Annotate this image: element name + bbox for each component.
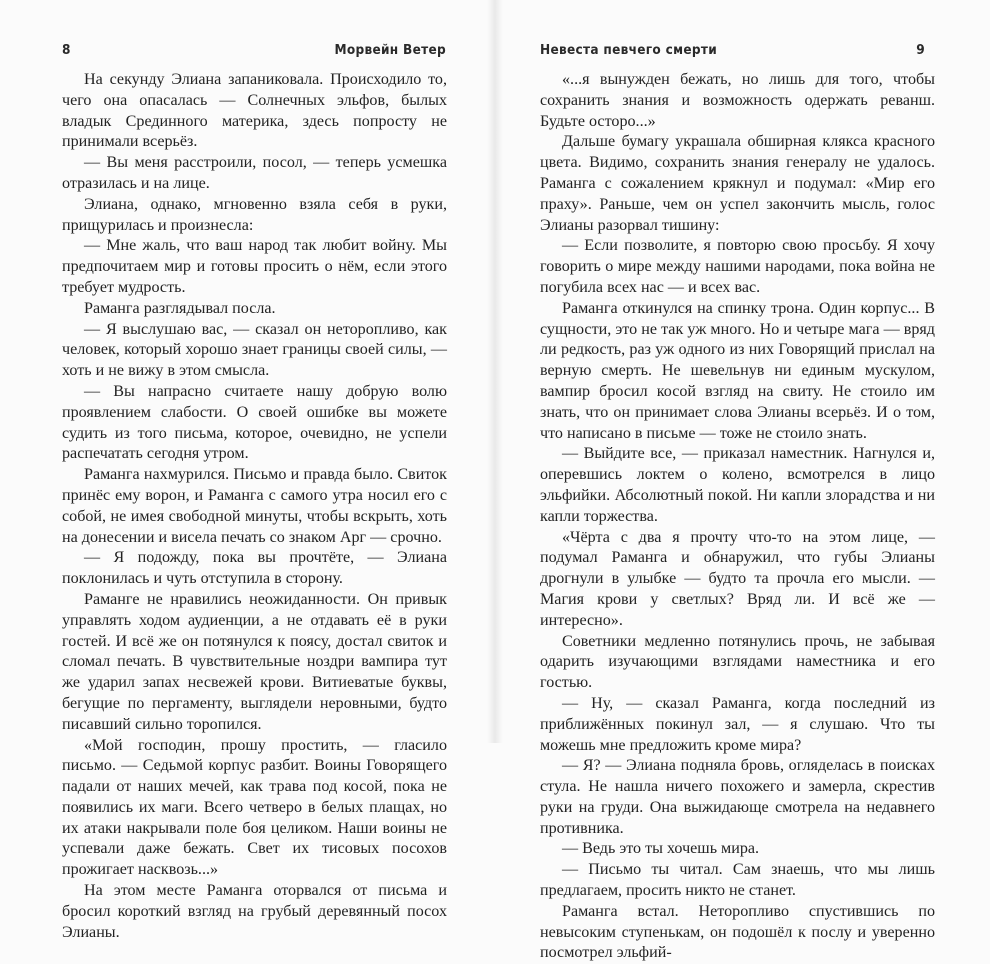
paragraph: — Ведь это ты хочешь мира. [562, 840, 760, 858]
page-number: 8 [62, 42, 71, 58]
body-text [62, 70, 447, 943]
paragraph: — Ну, — сказал Раманга, когда последний из приближённых покинул зал, — я слушаю. Что ты можешь мне предложить кроме мира? [540, 694, 935, 754]
paragraph: «Чёрта с два я прочту что-то на этом лице, — подумал Раманга и обнаружил, что губы Элианы дрогнули в улыбке — будто та прочла его мысли. — Магия крови у светлых? Вряд ли. И всё же — интересно». [540, 528, 935, 629]
paragraph: — Вы меня расстроили, посол, — теперь усмешка отразилась и на лице. [62, 154, 447, 192]
paragraph: Раманга нахмурился. Письмо и правда было. Свиток принёс ему ворон, и Раманга с самого утра носил его с собой, не имея свободной минуты, чтобы вскрыть, хоть на донесении и висела печать со знаком Арг — срочно. [62, 466, 447, 546]
paragraph: — Вы напрасно считаете нашу добрую волю проявлением слабости. О своей ошибке вы можете судить из того письма, которое, очевидно, не успели распечатать сегодня утром. [62, 382, 447, 463]
paragraph: На этом месте Раманга оторвался от письма и бросил короткий взгляд на грубый деревянный посох Элианы. [62, 882, 447, 941]
paragraph: — Я подожду, пока вы прочтёте, — Элиана поклонилась и чуть отступила в сторону. [62, 549, 447, 588]
paragraph: — Я? — Элиана подняла бровь, огляделась в поисках стула. Не нашла ничего похожего и замерла, скрестив руки на груди. Она выжидающе смотрела на недавнего противника. [540, 757, 935, 837]
paragraph: Раманге не нравились неожиданности. Он привык управлять ходом аудиенции, а не отдавать её в руки гостей. И всё же он потянулся к поясу, достал свиток и сломал печать. В чувствительные ноздри вампира тут же ударил запах несвежей крови. Витиеватые буквы, бегущие по пергаменту, выглядели неровными, будто писавший сильно торопился. [62, 590, 447, 733]
paragraph: «Мой господин, прошу простить, — гласило письмо. — Седьмой корпус разбит. Воины Говорящего падали от наших мечей, как трава под косой, пока не появились их маги. Всего четверо в белых плащах, но их атаки накрывали поле боя целиком. Наши воины не успевали даже бежать. Свет их тисовых посохов прожигает насквозь...» [62, 736, 447, 879]
left-page [0, 0, 495, 941]
body-text [540, 70, 935, 964]
paragraph: Дальше бумагу украшала обширная клякса красного цвета. Видимо, сохранить знания генералу не удалось. Раманга с сожалением крякнул и подумал: «Мир его праху». Раньше, чем он успел закончить мысль, голос Элианы разорвал тишину: [540, 133, 935, 234]
running-header-author: Морвейн Ветер [334, 42, 446, 58]
paragraph: Раманга откинулся на спинку трона. Один корпус... В сущности, это не так уж много. Но и четыре мага — вряд ли редкость, раз уж одного из них Говорящий прислал на верную смерть. Не шевельнув ни единым мускулом, вампир бросил косой взгляд на свиту. Не стоило им знать, что он принимает слова Элианы всерьёз. И о том, что написано в письме — тоже не стоило знать. [540, 299, 935, 442]
right-page [495, 0, 990, 962]
running-header-title: Невеста певчего смерти [540, 42, 718, 58]
paragraph: — Если позволите, я повторю свою просьбу. Я хочу говорить о мире между нашими народами, пока война не погубила всех нас — и всех вас. [540, 237, 935, 296]
paragraph: — Письмо ты читал. Сам знаешь, что мы лишь предлагаем, просить никто не станет. [540, 861, 935, 900]
paragraph: На секунду Элиана запаниковала. Происходило то, чего она опасалась — Солнечных эльфов, былых владык Срединного материка, здесь попросту не принимали всерьёз. [62, 71, 447, 151]
paragraph: «...я вынужден бежать, но лишь для того, чтобы сохранить знания и возможность одержать реванш. Будьте осторо...» [540, 71, 935, 130]
paragraph: Советники медленно потянулись прочь, не забывая одарить изучающими взглядами наместника и его гостью. [540, 632, 935, 692]
page-number: 9 [916, 42, 925, 58]
paragraph: — Я выслушаю вас, — сказал он неторопливо, как человек, который хорошо знает границы своей силы, — хоть и не вижу в этом смысла. [62, 320, 447, 380]
paragraph: Раманга разглядывал посла. [84, 299, 276, 317]
paragraph: Раманга встал. Неторопливо спустившись по невысоким ступенькам, он подошёл к послу и уверенно посмотрел эльфий- [540, 902, 935, 962]
paragraph: — Выйдите все, — приказал наместник. Нагнулся и, оперевшись локтем о колено, всмотрелся в лицо эльфийки. Абсолютный покой. Ни капли злорадства и ни капли торжества. [540, 445, 935, 525]
paragraph: Элиана, однако, мгновенно взяла себя в руки, прищурилась и произнесла: [62, 195, 447, 234]
paragraph: — Мне жаль, что ваш народ так любит войну. Мы предпочитаем мир и готовы просить о нём, если этого требует мудрость. [62, 237, 447, 296]
